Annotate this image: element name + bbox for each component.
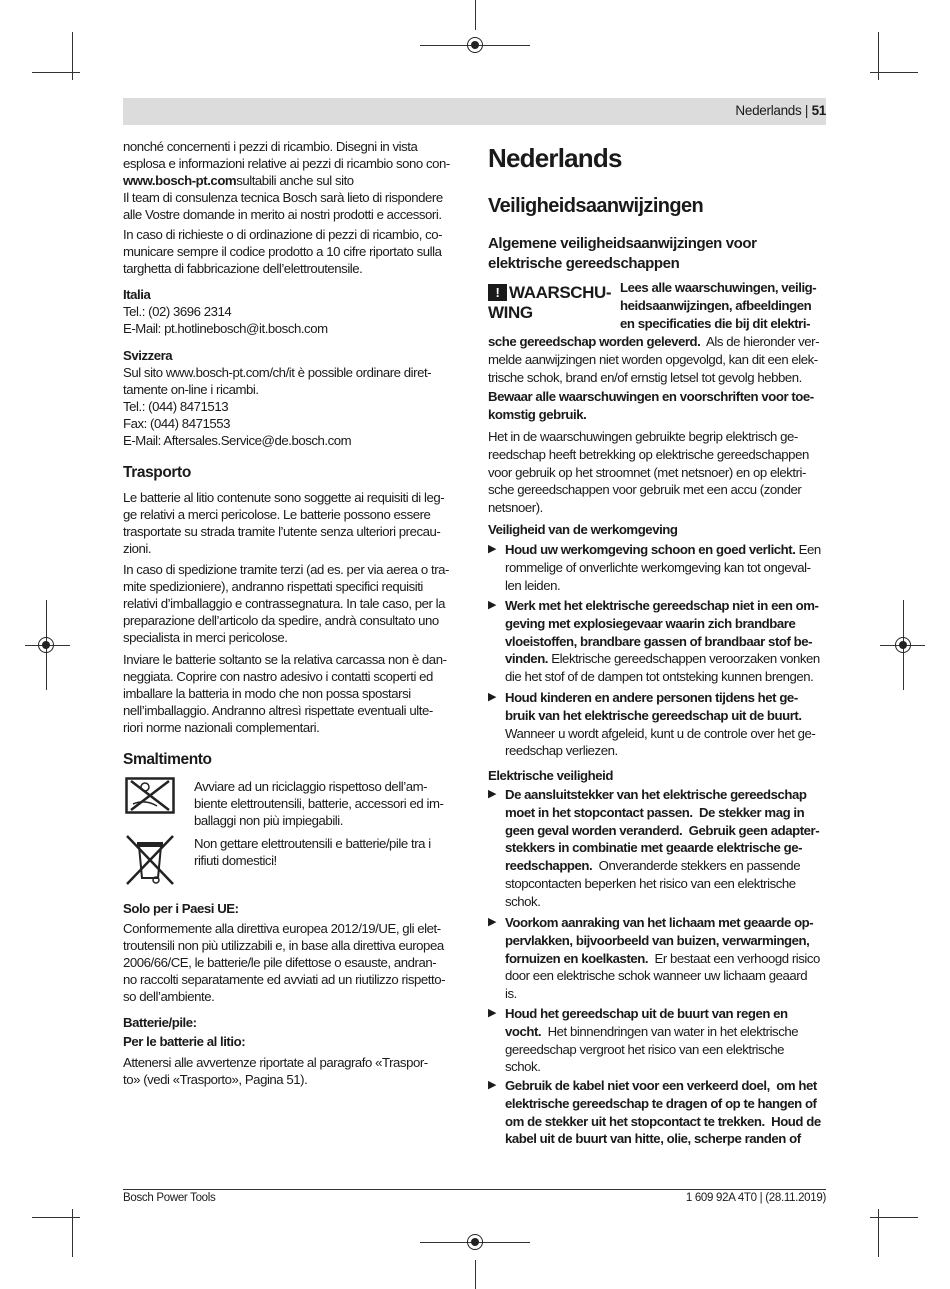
bold-text: om de stekker uit het stopcontact te trekken. Houd de (505, 1113, 821, 1129)
bullet-arrow-icon: ▶ (488, 543, 497, 555)
text: mite spedizioniere), andranno rispettati specifici requisiti (123, 579, 423, 594)
crop-mark (870, 1217, 918, 1218)
text: gereedschap vergroot het risico van een elektrische (505, 1041, 785, 1057)
paragraph (123, 651, 463, 736)
text: riori norme nazionali complementari. (123, 720, 320, 735)
text-line (123, 506, 463, 523)
text-line (123, 651, 463, 668)
text: Tel.: (044) 8471513 (123, 399, 229, 414)
text-line (194, 778, 534, 795)
paragraph (194, 778, 534, 829)
text: alle Vostre domande in merito ai nostri prodotti e accessori. (123, 207, 442, 222)
text-line (123, 1033, 463, 1050)
text-line (505, 967, 820, 985)
text-line (123, 523, 463, 540)
text-line (123, 685, 463, 702)
text: biente elettroutensili, batterie, accessori ed im- (194, 796, 444, 811)
subsection-title-line: elektrische gereedschappen (488, 255, 680, 272)
text: sultabili anche sul sito (236, 173, 357, 188)
text: Le batterie al litio contenute sono soggette ai requisiti di leg- (123, 490, 445, 505)
paragraph (488, 388, 828, 424)
crop-mark (870, 72, 918, 73)
bold-text: geen geval worden veranderd. Gebruik geen adapter- (505, 822, 820, 838)
bold-text: Italia (123, 287, 151, 302)
bold-text: geving met explosiegevaar waarin zich brandbare (505, 615, 796, 631)
text-line (505, 633, 820, 651)
text-line (505, 559, 821, 577)
bullet-arrow-icon: ▶ (488, 1007, 497, 1019)
paragraph (123, 226, 463, 277)
bold-text: Houd uw werkomgeving schoon en goed verlicht. (505, 542, 796, 557)
text-line (620, 315, 830, 333)
registration-mark-icon (895, 637, 911, 653)
bullet-arrow-icon: ▶ (488, 788, 497, 800)
bold-text: Houd kinderen en andere personen tijdens het ge- (505, 690, 798, 705)
bold-text: Elektrische veiligheid (488, 768, 613, 783)
bullet-text (505, 1077, 821, 1148)
bullet-text (505, 597, 820, 686)
bold-text: Svizzera (123, 348, 173, 363)
text-line (488, 369, 828, 387)
section-heading-trasporto: Trasporto (123, 464, 191, 481)
text: targhetta di fabbricazione dell’elettroutensile. (123, 261, 363, 276)
text: ballaggi non più impiegabili. (194, 813, 343, 828)
bullet-arrow-icon: ▶ (488, 1079, 497, 1091)
text-line (123, 668, 463, 685)
text-line (123, 243, 463, 260)
text-line (123, 189, 463, 206)
subheading (123, 1033, 463, 1050)
text-line (123, 489, 463, 506)
page-title: Nederlands (488, 143, 622, 173)
text-line (123, 172, 463, 189)
text: troutensili non più utilizzabili e, in base alla direttiva europea (123, 938, 444, 953)
footer-left: Bosch Power Tools (123, 1192, 216, 1204)
text-line (123, 971, 463, 988)
bold-text: Lees alle waarschuwingen, veilig- (620, 280, 817, 295)
bold-text: stekkers in combinatie met geaarde elektrische ge- (505, 840, 803, 856)
text: netsnoer). (488, 500, 543, 516)
text: neggiata. Coprire con nastro adesivo i contatti scoperti ed (123, 669, 433, 684)
text-line (194, 835, 534, 852)
text-line (505, 932, 820, 950)
contact-svizzera (123, 347, 463, 449)
warning-text (488, 333, 828, 386)
text: imballare la batteria in modo che non possa spostarsi (123, 686, 411, 701)
registration-line (475, 0, 476, 30)
text-line (488, 521, 828, 539)
registration-mark-icon (467, 1234, 483, 1250)
text-line (488, 388, 828, 406)
text: trasportate su strada tramite l’utente senza ulteriori precau- (123, 524, 441, 539)
bold-text: Gebruik de kabel niet voor een verkeerd doel, om het (505, 1078, 817, 1093)
bold-text: vinden. (505, 651, 549, 667)
bold-text: Batterie/pile: (123, 1015, 197, 1030)
text: specialista in merci pericolose. (123, 630, 288, 645)
bold-text: moet in het stopcontact passen. De stekker mag in (505, 804, 805, 820)
text-line (123, 954, 463, 971)
text: Als de hieronder ver- (700, 334, 820, 349)
bullet-text (505, 541, 821, 594)
paragraph (123, 561, 463, 646)
text-line (123, 595, 463, 612)
text-line (505, 822, 819, 840)
text: nell’imballaggio. Andranno altresì rispettate eventuali ulte- (123, 703, 433, 718)
text-line (123, 900, 463, 917)
paragraph (194, 835, 534, 869)
header-section: Nederlands (735, 103, 802, 118)
text-line (488, 767, 828, 785)
subheading (123, 900, 463, 917)
text-line (488, 428, 828, 446)
text-line (505, 742, 815, 760)
bullet-arrow-icon: ▶ (488, 916, 497, 928)
text-line (488, 481, 828, 499)
bullet-text (505, 1005, 798, 1076)
text-line (194, 795, 534, 812)
text-line (123, 937, 463, 954)
bold-text: vloeistoffen, brandbare gassen of brandbaar stof be- (505, 633, 813, 649)
warning-text (620, 279, 830, 332)
text-line (123, 1014, 463, 1031)
text-line (488, 333, 828, 351)
text: In caso di spedizione tramite terzi (ad es. per via aerea o tra- (123, 562, 449, 577)
text-line (620, 279, 830, 297)
footer-right: 1 609 92A 4T0 | (28.11.2019) (685, 1192, 826, 1204)
bold-text: en specificaties die bij dit elektri- (620, 315, 811, 331)
bold-text: reedschappen. (505, 858, 593, 874)
text-line (123, 286, 463, 303)
text: zioni. (123, 541, 152, 556)
bullet-arrow-icon: ▶ (488, 691, 497, 703)
text: Elektrische gereedschappen veroorzaken vonken (548, 651, 820, 667)
text-line (505, 1023, 798, 1041)
bold-text: vocht. (505, 1023, 542, 1039)
text: schok. (505, 893, 541, 909)
bold-text: Solo per i Paesi UE: (123, 901, 239, 916)
text: door een elektrische schok wanneer uw lichaam geaard (505, 968, 808, 984)
text-line (123, 381, 463, 398)
bold-text: elektrische gereedschap te dragen of op te hangen of (505, 1095, 817, 1111)
text: Een (795, 542, 821, 557)
text: reedschap heeft betrekking op elektrische gereedschappen (488, 446, 809, 462)
text: 2006/66/CE, le batterie/le pile difettose o esauste, andran- (123, 955, 437, 970)
bold-text: fornuizen en koelkasten. (505, 950, 649, 966)
text: stopcontacten beperken het risico van een elektrische (505, 875, 796, 891)
text: reedschap verliezen. (505, 743, 618, 759)
bullet-text (505, 786, 819, 911)
bold-text: www.bosch-pt.com (123, 173, 237, 188)
bold-text: Bewaar alle waarschuwingen en voorschriften voor toe- (488, 389, 814, 404)
registration-mark-icon (38, 637, 54, 653)
warning-label-line: WAARSCHU- (509, 283, 612, 302)
bold-text: Per le batterie al litio: (123, 1034, 246, 1049)
warning-label (488, 283, 611, 323)
text-line (505, 804, 819, 822)
text: relativi d’imballaggio e contrassegnatura. In tale caso, per la (123, 596, 446, 611)
footer-rule (123, 1189, 826, 1190)
bold-text: bruik van het elektrische gereedschap uit de buurt. (505, 707, 802, 723)
subsection-title (488, 234, 757, 274)
crop-mark (32, 72, 80, 73)
text-line (123, 629, 463, 646)
bold-text: Werk met het elektrische gereedschap niet in een om- (505, 598, 819, 613)
text-line (505, 1005, 798, 1023)
bullet-text (505, 914, 820, 1003)
text-line (123, 1071, 463, 1088)
text: esplosa e informazioni relative ai pezzi di ricambio sono con- (123, 156, 450, 171)
subheading (488, 767, 828, 785)
text: ge relativi a merci pericolose. Le batterie possono essere (123, 507, 431, 522)
text: Het in de waarschuwingen gebruikte begrip elektrisch ge- (488, 429, 798, 444)
text: Conformemente alla direttiva europea 2012/19/UE, gli elet- (123, 921, 441, 936)
registration-mark-icon (467, 37, 483, 53)
text-line (123, 578, 463, 595)
text-line (123, 432, 463, 449)
text: rommelige of onverlichte werkomgeving kan tot ongeval- (505, 559, 811, 575)
text-line (123, 347, 463, 364)
text: nonché concernenti i pezzi di ricambio. Disegni in vista (123, 139, 418, 154)
text-line (123, 540, 463, 557)
text-line (505, 1058, 798, 1076)
text: die het stof of de dampen tot ontsteking kunnen brengen. (505, 669, 814, 685)
crossed-bin-icon (125, 834, 175, 886)
text-line (123, 320, 463, 337)
paragraph (123, 489, 463, 557)
text: Er bestaat een verhoogd risico (648, 950, 820, 966)
bullet-text (505, 689, 815, 760)
text-line (123, 415, 463, 432)
text: rifiuti domestici! (194, 853, 277, 868)
text-line (505, 725, 815, 743)
bold-text: komstig gebruik. (488, 406, 587, 422)
text-line (123, 260, 463, 277)
registration-line (475, 1260, 476, 1289)
bold-text: kabel uit de buurt van hitte, olie, scherpe randen of (505, 1131, 801, 1147)
text: Avviare ad un riciclaggio rispettoso dell’am- (194, 779, 428, 794)
text-line (505, 707, 815, 725)
text-line (505, 689, 815, 707)
text-line (505, 950, 820, 968)
text: Tel.: (02) 3696 2314 (123, 304, 232, 319)
text-line (505, 839, 819, 857)
header-band (123, 98, 826, 125)
text-line (505, 875, 819, 893)
bold-text: Voorkom aanraking van het lichaam met geaarde op- (505, 915, 814, 930)
text-line (123, 561, 463, 578)
text: E-Mail: pt.hotlinebosch@it.bosch.com (123, 321, 328, 336)
text-line (505, 597, 820, 615)
text-line (123, 612, 463, 629)
bold-text: De aansluitstekker van het elektrische gereedschap (505, 787, 807, 802)
text: In caso di richieste o di ordinazione di pezzi di ricambio, co- (123, 227, 443, 242)
text-line (505, 786, 819, 804)
text-line (123, 364, 463, 381)
text-line (505, 1041, 798, 1059)
text: Onveranderde stekkers en passende (592, 858, 801, 874)
section-heading-smaltimento: Smaltimento (123, 751, 212, 768)
text: Het binnendringen van water in het elektrische (541, 1023, 799, 1039)
warning-label-line: WING (488, 303, 533, 322)
text-line (123, 920, 463, 937)
text: so dell’ambiente. (123, 989, 215, 1004)
page-number: 51 (811, 103, 826, 118)
text: Attenersi alle avvertenze riportate al paragrafo «Traspor- (123, 1055, 428, 1070)
contact-italia (123, 286, 463, 337)
text: trische schok, brand en/of ernstig letsel tot gevolg hebben. (488, 369, 802, 385)
text-line (505, 857, 819, 875)
text-line (194, 852, 534, 869)
subsection-title-line: Algemene veiligheidsaanwijzingen voor (488, 235, 757, 252)
running-header: Nederlands | 51 (735, 103, 826, 118)
recycle-disposal-icon (125, 777, 175, 814)
text-line (123, 206, 463, 223)
text: melde aanwijzingen niet worden opgevolgd, kan dit een elek- (488, 351, 818, 367)
text-line (123, 719, 463, 736)
text: tamente on-line i ricambi. (123, 382, 259, 397)
text: Wanneer u wordt afgeleid, kunt u de controle over het ge- (505, 725, 816, 741)
text-line (123, 155, 463, 172)
text-line (505, 668, 820, 686)
text-line (505, 914, 820, 932)
text-line (620, 297, 830, 315)
text: len leiden. (505, 577, 561, 593)
text: preparazione dell’articolo da spedire, andrà consultato uno (123, 613, 439, 628)
bold-text: Houd het gereedschap uit de buurt van regen en (505, 1006, 788, 1021)
text-line (488, 351, 828, 369)
text-line (505, 1077, 821, 1095)
text-line (505, 893, 819, 911)
bold-text: Veiligheid van de werkomgeving (488, 522, 678, 537)
text-line (505, 1130, 821, 1148)
text-line (194, 812, 534, 829)
text-line (488, 464, 828, 482)
paragraph (123, 920, 463, 1005)
text-line (123, 138, 463, 155)
paragraph (123, 138, 463, 223)
text: E-Mail: Aftersales.Service@de.bosch.com (123, 433, 352, 448)
crop-mark (32, 1217, 80, 1218)
text: schok. (505, 1059, 541, 1075)
text: sche gereedschappen voor gebruik met een accu (zonder (488, 482, 802, 498)
text: Il team di consulenza tecnica Bosch sarà lieto di rispondere (123, 190, 443, 205)
paragraph (123, 1054, 463, 1088)
text-line (123, 226, 463, 243)
text: voor gebruik op het stroomnet (met netsnoer) en op elektri- (488, 464, 806, 480)
text: to» (vedi «Trasporto», Pagina 51). (123, 1072, 308, 1087)
text: Inviare le batterie soltanto se la relativa carcassa non è dan- (123, 652, 447, 667)
text-line (123, 702, 463, 719)
text: Sul sito www.bosch-pt.com/ch/it è possible ordinare diret- (123, 365, 432, 380)
text-line (505, 1113, 821, 1131)
text-line (505, 985, 820, 1003)
text-line (488, 406, 828, 424)
text-line (505, 650, 820, 668)
text-line (123, 988, 463, 1005)
paragraph (488, 428, 828, 517)
text-line (488, 499, 828, 517)
bold-text: pervlakken, bijvoorbeeld van buizen, verwarmingen, (505, 932, 810, 948)
text-line (123, 303, 463, 320)
text-line (505, 541, 821, 559)
section-title: Veiligheidsaanwijzingen (488, 195, 704, 217)
text: municare sempre il codice prodotto a 10 cifre riportato sulla (123, 244, 442, 259)
text: Fax: (044) 8471553 (123, 416, 231, 431)
text: no raccolti separatamente ed avviati ad un riutilizzo rispetto- (123, 972, 446, 987)
bullet-arrow-icon: ▶ (488, 599, 497, 611)
text-line (505, 615, 820, 633)
text-line (488, 446, 828, 464)
subheading (488, 521, 828, 539)
warning-triangle-icon: ! (488, 284, 507, 301)
text-line (123, 398, 463, 415)
text-line (123, 1054, 463, 1071)
bold-text: sche gereedschap worden geleverd. (488, 334, 701, 349)
bold-text: heidsaanwijzingen, afbeeldingen (620, 297, 812, 313)
text-line (505, 1095, 821, 1113)
text-line (505, 577, 821, 595)
text: Non gettare elettroutensili e batterie/pile tra i (194, 836, 431, 851)
subheading (123, 1014, 463, 1031)
text: is. (505, 986, 517, 1002)
